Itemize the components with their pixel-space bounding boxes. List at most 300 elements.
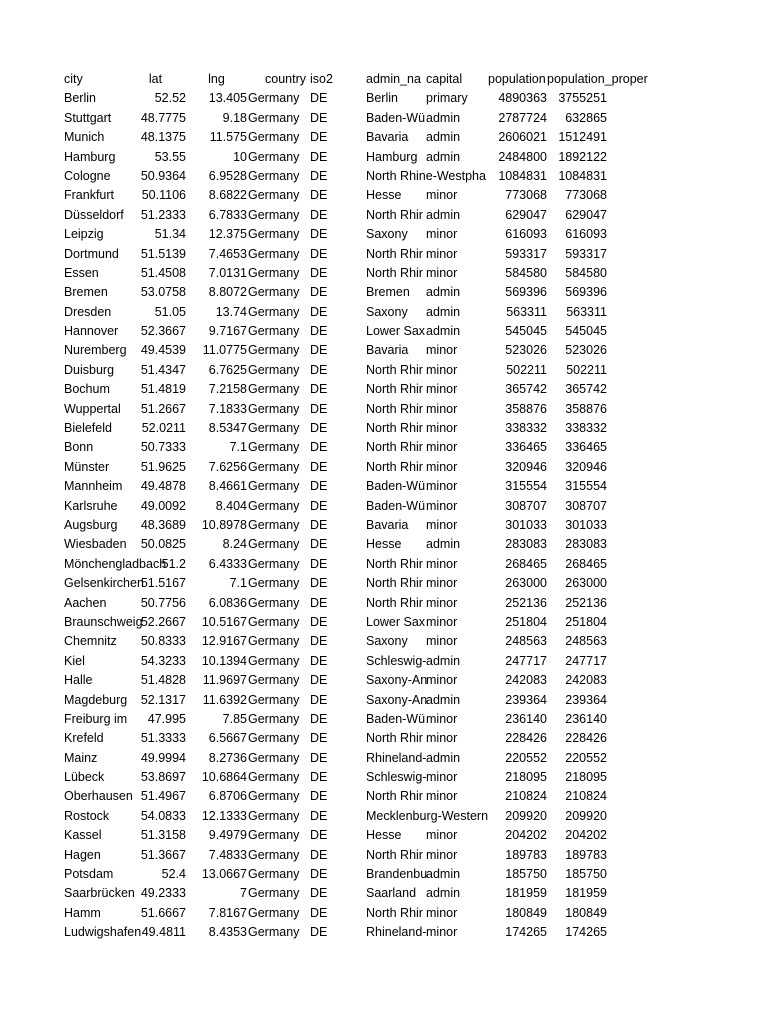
cell-capital[interactable]: minor	[426, 440, 458, 455]
cell-country[interactable]: Germany	[248, 614, 300, 629]
cell-lng[interactable]: 10	[233, 149, 247, 164]
header-lat[interactable]: lat	[148, 72, 163, 86]
cell-capital[interactable]: minor	[426, 770, 458, 785]
cell-population-proper[interactable]: 569396	[565, 285, 607, 300]
cell-lat[interactable]: 47.995	[147, 711, 186, 726]
cell-lng[interactable]: 12.1333	[201, 808, 247, 823]
cell-population[interactable]: 263000	[505, 576, 547, 591]
cell-city[interactable]: Magdeburg	[64, 692, 128, 707]
cell-capital[interactable]: minor	[426, 459, 458, 474]
cell-lng[interactable]: 6.9528	[208, 168, 247, 183]
cell-population[interactable]: 365742	[505, 382, 547, 397]
cell-country[interactable]: Germany	[248, 227, 300, 242]
cell-country[interactable]: Germany	[248, 673, 300, 688]
cell-city[interactable]: Bochum	[64, 382, 110, 397]
cell-capital[interactable]: minor	[426, 227, 458, 242]
cell-lng[interactable]: 11.575	[209, 130, 247, 145]
cell-iso2[interactable]: DE	[310, 285, 328, 300]
cell-city[interactable]: Düsseldorf	[64, 207, 124, 222]
cell-admin-name[interactable]: North Rhir	[366, 246, 423, 261]
cell-population-proper[interactable]: 181959	[565, 886, 607, 901]
cell-population-proper[interactable]: 247717	[565, 653, 607, 668]
cell-population[interactable]: 210824	[505, 789, 547, 804]
cell-population-proper[interactable]: 365742	[565, 382, 607, 397]
cell-city[interactable]: Gelsenkirchen	[64, 576, 144, 591]
cell-city[interactable]: Kassel	[64, 828, 102, 843]
cell-capital[interactable]: minor	[426, 362, 458, 377]
cell-iso2[interactable]: DE	[310, 168, 328, 183]
cell-capital[interactable]: minor	[426, 789, 458, 804]
cell-population[interactable]: 252136	[505, 595, 547, 610]
cell-population[interactable]: 218095	[505, 770, 547, 785]
cell-population[interactable]: 4890363	[498, 91, 547, 106]
cell-lng[interactable]: 6.5667	[208, 731, 247, 746]
cell-iso2[interactable]: DE	[310, 556, 328, 571]
cell-population[interactable]: 1084831	[498, 168, 547, 183]
cell-lat[interactable]: 52.2667	[140, 614, 186, 629]
cell-population[interactable]: 228426	[505, 731, 547, 746]
cell-admin-name[interactable]: Saxony	[366, 304, 408, 319]
cell-admin-name[interactable]: Hesse	[366, 188, 402, 203]
cell-iso2[interactable]: DE	[310, 770, 328, 785]
cell-population-proper[interactable]: 220552	[565, 750, 607, 765]
cell-population-proper[interactable]: 248563	[565, 634, 607, 649]
cell-lng[interactable]: 7.1833	[208, 401, 247, 416]
cell-population-proper[interactable]: 616093	[565, 227, 607, 242]
cell-admin-name[interactable]: North Rhir	[366, 459, 423, 474]
cell-capital[interactable]: minor	[426, 905, 458, 920]
cell-population[interactable]: 301033	[505, 517, 547, 532]
cell-iso2[interactable]: DE	[310, 711, 328, 726]
cell-iso2[interactable]: DE	[310, 614, 328, 629]
cell-lng[interactable]: 6.0836	[208, 595, 247, 610]
cell-country[interactable]: Germany	[248, 808, 300, 823]
cell-capital[interactable]: minor	[426, 925, 458, 940]
cell-country[interactable]: Germany	[248, 517, 300, 532]
cell-lat[interactable]: 50.1106	[141, 188, 186, 203]
cell-lat[interactable]: 48.1375	[140, 130, 186, 145]
cell-lat[interactable]: 50.7333	[140, 440, 186, 455]
cell-country[interactable]: Germany	[248, 867, 300, 882]
cell-iso2[interactable]: DE	[310, 905, 328, 920]
header-capital[interactable]: capital	[426, 72, 463, 86]
cell-iso2[interactable]: DE	[310, 789, 328, 804]
cell-city[interactable]: Aachen	[64, 595, 107, 610]
cell-population[interactable]: 773068	[505, 188, 547, 203]
cell-iso2[interactable]: DE	[310, 265, 328, 280]
cell-lat[interactable]: 48.3689	[140, 517, 186, 532]
cell-lng[interactable]: 7.0131	[208, 265, 247, 280]
cell-iso2[interactable]: DE	[310, 110, 328, 125]
cell-city[interactable]: Hamm	[64, 905, 101, 920]
cell-iso2[interactable]: DE	[310, 517, 328, 532]
cell-admin-name[interactable]: Rhineland-	[366, 750, 427, 765]
cell-lat[interactable]: 51.34	[154, 227, 186, 242]
cell-population-proper[interactable]: 268465	[565, 556, 607, 571]
cell-capital[interactable]: minor	[426, 382, 458, 397]
cell-iso2[interactable]: DE	[310, 595, 328, 610]
cell-admin-name[interactable]: Bavaria	[366, 517, 409, 532]
cell-country[interactable]: Germany	[248, 324, 300, 339]
cell-population-proper[interactable]: 174265	[565, 925, 607, 940]
cell-iso2[interactable]: DE	[310, 440, 328, 455]
cell-iso2[interactable]: DE	[310, 673, 328, 688]
cell-lat[interactable]: 51.3158	[140, 828, 186, 843]
cell-population[interactable]: 616093	[505, 227, 547, 242]
cell-iso2[interactable]: DE	[310, 130, 328, 145]
cell-capital[interactable]: minor	[426, 634, 458, 649]
cell-city[interactable]: Essen	[64, 265, 99, 280]
cell-city[interactable]: Krefeld	[64, 731, 104, 746]
cell-lng[interactable]: 10.6864	[201, 770, 247, 785]
cell-capital[interactable]: admin	[426, 285, 461, 300]
cell-capital[interactable]: minor	[426, 556, 458, 571]
cell-admin-name[interactable]: North Rhir	[366, 440, 423, 455]
cell-iso2[interactable]: DE	[310, 867, 328, 882]
cell-city[interactable]: Potsdam	[64, 867, 114, 882]
cell-iso2[interactable]: DE	[310, 149, 328, 164]
cell-country[interactable]: Germany	[248, 653, 300, 668]
cell-country[interactable]: Germany	[248, 110, 300, 125]
cell-population-proper[interactable]: 3755251	[558, 91, 607, 106]
cell-lng[interactable]: 8.404	[215, 498, 247, 513]
cell-admin-name[interactable]: Saxony-An	[366, 692, 428, 707]
cell-iso2[interactable]: DE	[310, 246, 328, 261]
cell-lat[interactable]: 51.5139	[140, 246, 186, 261]
cell-population-proper[interactable]: 210824	[565, 789, 607, 804]
cell-capital[interactable]: minor	[426, 731, 458, 746]
cell-city[interactable]: Mannheim	[64, 479, 123, 494]
cell-iso2[interactable]: DE	[310, 653, 328, 668]
cell-population[interactable]: 180849	[505, 905, 547, 920]
cell-country[interactable]: Germany	[248, 304, 300, 319]
cell-capital[interactable]: admin	[426, 110, 461, 125]
cell-population-proper[interactable]: 204202	[565, 828, 607, 843]
cell-capital[interactable]: minor	[426, 595, 458, 610]
cell-population[interactable]: 502211	[506, 362, 547, 377]
cell-lat[interactable]: 51.2333	[140, 207, 186, 222]
cell-lat[interactable]: 51.4819	[140, 382, 186, 397]
cell-admin-name[interactable]: Hamburg	[366, 149, 418, 164]
cell-population-proper[interactable]: 189783	[565, 847, 607, 862]
header-iso2[interactable]: iso2	[310, 72, 333, 86]
cell-population-proper[interactable]: 185750	[565, 867, 607, 882]
cell-population-proper[interactable]: 358876	[565, 401, 607, 416]
cell-iso2[interactable]: DE	[310, 537, 328, 552]
cell-country[interactable]: Germany	[248, 905, 300, 920]
cell-lat[interactable]: 54.0833	[140, 808, 186, 823]
cell-iso2[interactable]: DE	[310, 808, 328, 823]
cell-country[interactable]: Germany	[248, 168, 300, 183]
cell-lng[interactable]: 6.7833	[208, 207, 247, 222]
cell-lat[interactable]: 52.0211	[141, 421, 186, 436]
cell-city[interactable]: Oberhausen	[64, 789, 133, 804]
cell-lng[interactable]: 6.4333	[208, 556, 247, 571]
cell-capital[interactable]: admin	[426, 149, 461, 164]
cell-lng[interactable]: 8.8072	[208, 285, 247, 300]
cell-lat[interactable]: 53.0758	[140, 285, 186, 300]
cell-admin-name[interactable]: North Rhir	[366, 595, 423, 610]
header-lng[interactable]: lng	[208, 72, 225, 86]
cell-country[interactable]: Germany	[248, 731, 300, 746]
cell-lng[interactable]: 8.4661	[208, 479, 247, 494]
cell-iso2[interactable]: DE	[310, 382, 328, 397]
cell-city[interactable]: Munich	[64, 130, 105, 145]
cell-capital[interactable]: admin	[426, 867, 461, 882]
cell-country[interactable]: Germany	[248, 188, 300, 203]
cell-population[interactable]: 248563	[505, 634, 547, 649]
cell-lat[interactable]: 53.55	[154, 149, 186, 164]
cell-country[interactable]: Germany	[248, 421, 300, 436]
cell-population[interactable]: 247717	[505, 653, 547, 668]
cell-population[interactable]: 174265	[505, 925, 547, 940]
cell-country[interactable]: Germany	[248, 711, 300, 726]
cell-population[interactable]: 2606021	[498, 130, 547, 145]
cell-country[interactable]: Germany	[248, 479, 300, 494]
cell-capital[interactable]: minor	[426, 614, 458, 629]
cell-population-proper[interactable]: 563311	[566, 304, 607, 319]
cell-country[interactable]: Germany	[248, 692, 300, 707]
cell-country[interactable]: Germany	[248, 595, 300, 610]
cell-admin-name[interactable]: North Rhir	[366, 207, 423, 222]
cell-admin-name[interactable]: Schleswig-	[366, 653, 427, 668]
cell-admin-name[interactable]: Baden-Wü	[366, 498, 426, 513]
cell-iso2[interactable]: DE	[310, 925, 328, 940]
cell-iso2[interactable]: DE	[310, 188, 328, 203]
cell-country[interactable]: Germany	[248, 634, 300, 649]
cell-population[interactable]: 338332	[505, 421, 547, 436]
cell-lng[interactable]: 13.405	[208, 91, 247, 106]
cell-iso2[interactable]: DE	[310, 576, 328, 591]
cell-population-proper[interactable]: 228426	[565, 731, 607, 746]
cell-city[interactable]: Cologne	[64, 168, 111, 183]
cell-population-proper[interactable]: 523026	[565, 343, 607, 358]
cell-city[interactable]: Bremen	[64, 285, 108, 300]
cell-capital[interactable]: admin	[426, 324, 461, 339]
cell-lat[interactable]: 49.4539	[140, 343, 186, 358]
cell-lat[interactable]: 52.3667	[140, 324, 186, 339]
cell-population-proper[interactable]: 308707	[565, 498, 607, 513]
cell-population-proper[interactable]: 632865	[565, 110, 607, 125]
cell-iso2[interactable]: DE	[310, 847, 328, 862]
cell-city[interactable]: Dresden	[64, 304, 112, 319]
cell-country[interactable]: Germany	[248, 362, 300, 377]
cell-lng[interactable]: 9.7167	[208, 324, 247, 339]
cell-lat[interactable]: 49.4811	[141, 925, 186, 940]
cell-capital[interactable]: minor	[426, 673, 458, 688]
cell-population[interactable]: 209920	[505, 808, 547, 823]
cell-population[interactable]: 336465	[505, 440, 547, 455]
cell-lng[interactable]: 7.2158	[208, 382, 247, 397]
cell-population[interactable]: 189783	[505, 847, 547, 862]
cell-capital[interactable]: admin	[426, 304, 461, 319]
cell-country[interactable]: Germany	[248, 770, 300, 785]
cell-lng[interactable]: 9.18	[222, 110, 247, 125]
cell-admin-name[interactable]: Lower Sax	[366, 324, 426, 339]
cell-lat[interactable]: 51.4967	[140, 789, 186, 804]
cell-city[interactable]: Lübeck	[64, 770, 105, 785]
cell-iso2[interactable]: DE	[310, 343, 328, 358]
cell-lng[interactable]: 12.375	[208, 227, 247, 242]
cell-lng[interactable]: 6.7625	[208, 362, 247, 377]
cell-city[interactable]: Hagen	[64, 847, 101, 862]
cell-city[interactable]: Münster	[64, 459, 110, 474]
cell-population[interactable]: 563311	[506, 304, 547, 319]
cell-iso2[interactable]: DE	[310, 227, 328, 242]
cell-lng[interactable]: 8.5347	[208, 421, 247, 436]
cell-admin-name[interactable]: Bavaria	[366, 343, 409, 358]
cell-population[interactable]: 268465	[505, 556, 547, 571]
cell-lng[interactable]: 6.8706	[208, 789, 247, 804]
cell-city[interactable]: Stuttgart	[64, 110, 112, 125]
cell-iso2[interactable]: DE	[310, 421, 328, 436]
cell-admin-name[interactable]: North Rhir	[366, 362, 423, 377]
cell-lng[interactable]: 8.4353	[208, 925, 247, 940]
cell-population[interactable]: 308707	[505, 498, 547, 513]
cell-city[interactable]: Frankfurt	[64, 188, 115, 203]
cell-capital[interactable]: minor	[426, 517, 458, 532]
cell-city[interactable]: Halle	[64, 673, 93, 688]
cell-country[interactable]: Germany	[248, 246, 300, 261]
cell-lng[interactable]: 10.8978	[201, 517, 247, 532]
cell-admin-name[interactable]: Saxony-An	[366, 673, 428, 688]
cell-population-proper[interactable]: 218095	[565, 770, 607, 785]
cell-capital[interactable]: minor	[426, 828, 458, 843]
cell-iso2[interactable]: DE	[310, 479, 328, 494]
cell-capital[interactable]: minor	[426, 188, 458, 203]
header-admin-name[interactable]: admin_na	[366, 72, 421, 86]
cell-city[interactable]: Ludwigshafen	[64, 925, 142, 940]
cell-population[interactable]: 181959	[505, 886, 547, 901]
cell-population[interactable]: 283083	[505, 537, 547, 552]
cell-city[interactable]: Mainz	[64, 750, 98, 765]
cell-population[interactable]: 320946	[505, 459, 547, 474]
cell-lng[interactable]: 11.6392	[202, 692, 247, 707]
cell-lat[interactable]: 51.9625	[140, 459, 186, 474]
cell-lat[interactable]: 53.8697	[140, 770, 186, 785]
cell-iso2[interactable]: DE	[310, 401, 328, 416]
cell-lng[interactable]: 13.0667	[201, 867, 247, 882]
cell-city[interactable]: Bielefeld	[64, 421, 112, 436]
cell-capital[interactable]: minor	[426, 265, 458, 280]
cell-iso2[interactable]: DE	[310, 828, 328, 843]
cell-population-proper[interactable]: 336465	[565, 440, 607, 455]
cell-admin-name[interactable]: Baden-Wü	[366, 110, 426, 125]
cell-population[interactable]: 545045	[505, 324, 547, 339]
cell-population-proper[interactable]: 1512491	[558, 130, 607, 145]
cell-city[interactable]: Hannover	[64, 324, 119, 339]
cell-lat[interactable]: 51.3333	[140, 731, 186, 746]
cell-admin-name[interactable]: North Rhir	[366, 421, 423, 436]
cell-lat[interactable]: 50.0825	[140, 537, 186, 552]
cell-admin-name[interactable]: Saxony	[366, 634, 408, 649]
cell-lng[interactable]: 8.2736	[208, 750, 247, 765]
cell-iso2[interactable]: DE	[310, 692, 328, 707]
cell-country[interactable]: Germany	[248, 285, 300, 300]
cell-lat[interactable]: 50.9364	[140, 168, 186, 183]
cell-lng[interactable]: 12.9167	[201, 634, 247, 649]
cell-city[interactable]: Nuremberg	[64, 343, 127, 358]
cell-country[interactable]: Germany	[248, 265, 300, 280]
cell-capital[interactable]: minor	[426, 343, 458, 358]
cell-population[interactable]: 236140	[505, 711, 547, 726]
cell-city[interactable]: Duisburg	[64, 362, 115, 377]
cell-population[interactable]: 2787724	[498, 110, 547, 125]
cell-city[interactable]: Karlsruhe	[64, 498, 118, 513]
cell-population-proper[interactable]: 593317	[565, 246, 607, 261]
cell-population-proper[interactable]: 629047	[565, 207, 607, 222]
header-population-proper[interactable]: population_proper	[547, 72, 648, 86]
cell-capital[interactable]: admin	[426, 653, 461, 668]
cell-lat[interactable]: 51.4828	[140, 673, 186, 688]
cell-admin-name[interactable]: Bremen	[366, 285, 410, 300]
cell-lat[interactable]: 52.52	[154, 91, 186, 106]
cell-population-proper[interactable]: 209920	[565, 808, 607, 823]
cell-lng[interactable]: 7.1	[229, 576, 247, 591]
cell-lng[interactable]: 7	[240, 886, 247, 901]
cell-population-proper[interactable]: 301033	[565, 517, 607, 532]
cell-lng[interactable]: 8.24	[222, 537, 247, 552]
cell-admin-name[interactable]: North Rhir	[366, 382, 423, 397]
cell-population-proper[interactable]: 263000	[565, 576, 607, 591]
cell-lat[interactable]: 49.9994	[140, 750, 186, 765]
cell-city[interactable]: Saarbrücken	[64, 886, 135, 901]
cell-population[interactable]: 242083	[505, 673, 547, 688]
cell-population-proper[interactable]: 1892122	[558, 149, 607, 164]
cell-lng[interactable]: 7.85	[222, 711, 247, 726]
cell-country[interactable]: Germany	[248, 401, 300, 416]
cell-admin-name[interactable]: Rhineland-	[366, 925, 427, 940]
cell-country[interactable]: Germany	[248, 886, 300, 901]
cell-city[interactable]: Rostock	[64, 808, 110, 823]
cell-country[interactable]: Germany	[248, 343, 300, 358]
cell-admin-name[interactable]: North Rhir	[366, 265, 423, 280]
cell-country[interactable]: Germany	[248, 382, 300, 397]
cell-capital[interactable]: minor	[426, 498, 458, 513]
cell-capital[interactable]: minor	[426, 576, 458, 591]
cell-lat[interactable]: 51.2667	[140, 401, 186, 416]
cell-country[interactable]: Germany	[248, 207, 300, 222]
cell-admin-name[interactable]: North Rhir	[366, 731, 423, 746]
header-city[interactable]: city	[64, 72, 83, 86]
cell-lng[interactable]: 10.1394	[201, 653, 247, 668]
cell-population[interactable]: 315554	[505, 479, 547, 494]
cell-lat[interactable]: 51.2	[161, 556, 186, 571]
cell-population-proper[interactable]: 773068	[565, 188, 607, 203]
cell-population[interactable]: 204202	[505, 828, 547, 843]
cell-country[interactable]: Germany	[248, 789, 300, 804]
cell-lat[interactable]: 51.6667	[140, 905, 186, 920]
cell-admin-name[interactable]: Mecklenburg-Western	[366, 807, 486, 826]
cell-country[interactable]: Germany	[248, 459, 300, 474]
cell-city[interactable]: Braunschweig	[64, 614, 143, 629]
cell-lat[interactable]: 51.3667	[140, 847, 186, 862]
cell-lng[interactable]: 7.4653	[208, 246, 247, 261]
cell-population-proper[interactable]: 180849	[565, 905, 607, 920]
cell-capital[interactable]: admin	[426, 130, 461, 145]
cell-population-proper[interactable]: 1084831	[558, 168, 607, 183]
cell-capital[interactable]: admin	[426, 750, 461, 765]
cell-iso2[interactable]: DE	[310, 886, 328, 901]
cell-iso2[interactable]: DE	[310, 459, 328, 474]
cell-population-proper[interactable]: 320946	[565, 459, 607, 474]
cell-country[interactable]: Germany	[248, 847, 300, 862]
cell-admin-name[interactable]: North Rhir	[366, 576, 423, 591]
cell-iso2[interactable]: DE	[310, 207, 328, 222]
cell-lng[interactable]: 13.74	[215, 304, 247, 319]
cell-population[interactable]: 2484800	[498, 149, 547, 164]
cell-city[interactable]: Berlin	[64, 91, 96, 106]
